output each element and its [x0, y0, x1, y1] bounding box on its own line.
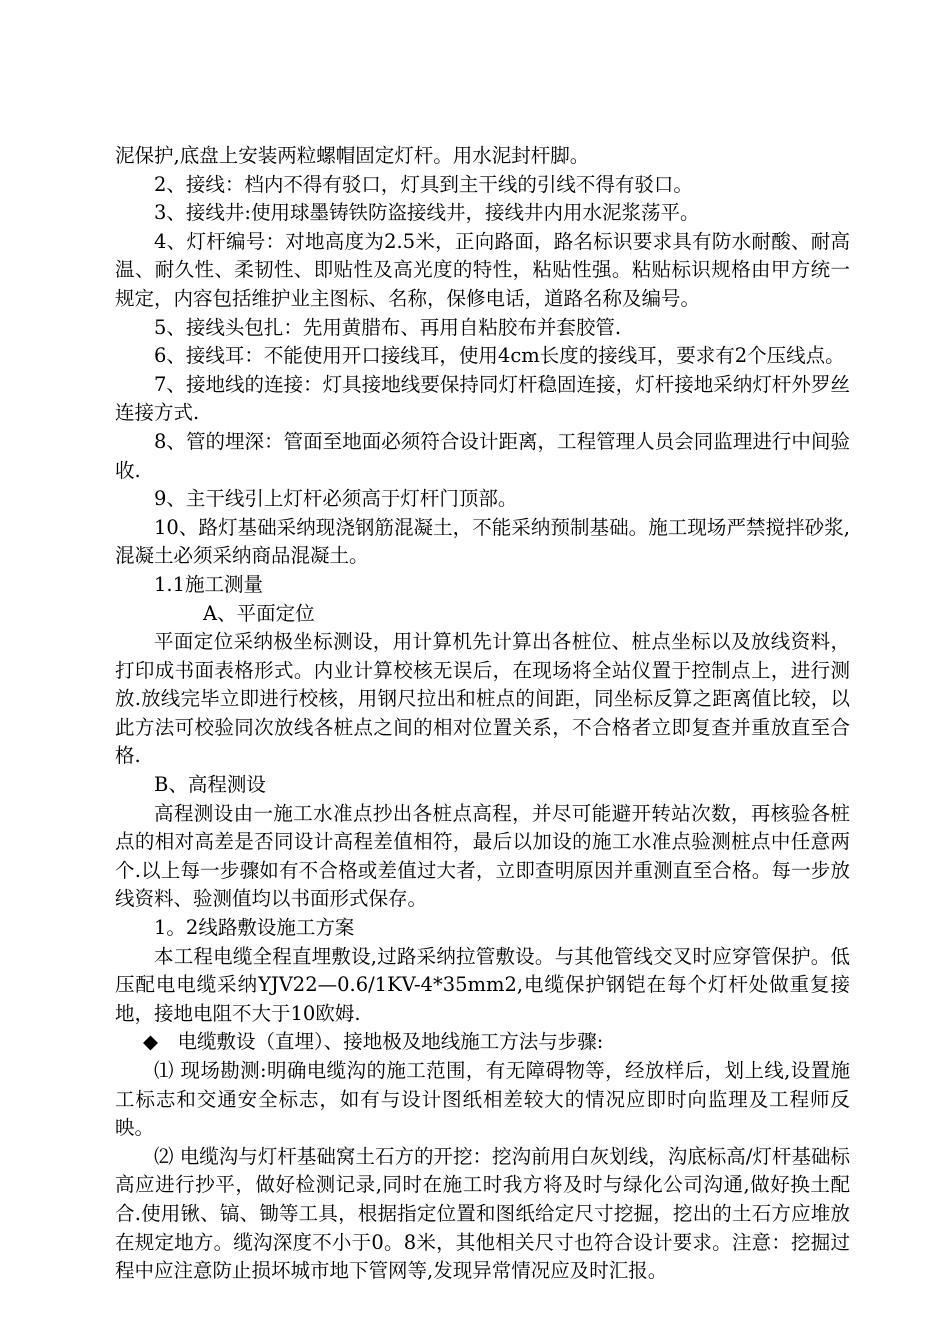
item-5-joint-wrapping: 5、接线头包扎：先用黄腊布、再用自粘胶布并套胶管.	[154, 315, 622, 339]
item-4-pole-numbering: 4、灯杆编号：对地高度为2.5米，正向路面，路名标识要求具有防水耐酸、耐高温、耐久性、柔韧性、即贴性及高光度的特性，粘贴性强。粘贴标识规格由甲方统一规定，内容包括维护业主图标、名称，保修电话，道路名称及编号。	[115, 229, 850, 310]
step-2-excavation: ⑵ 电缆沟与灯杆基础窝土石方的开挖：挖沟前用白灰划线，沟底标高/灯杆基础标高应进行抄平，做好检测记录,同时在施工时我方将及时与绿化公司沟通,做好换土配合.使用锹、镐、锄等工具，根据指定位置和图纸给定尺寸挖掘，挖出的土石方应堆放在规定地方。缆沟深度不小于0。8米，其他相关尺寸也符合设计要求。注意：挖掘过程中应注意防止损坏城市地下管网等,发现异常情况应及时汇报。	[115, 1144, 850, 1283]
section-heading-1-1: 1.1施工测量	[154, 572, 264, 596]
bullet-heading: ◆ 电缆敷设（直埋）、接地极及地线施工方法与步骤:	[143, 1030, 604, 1054]
subheading-b: B、高程测设	[154, 773, 266, 797]
paragraph-continuation: 泥保护,底盘上安装两粒螺帽固定灯杆。用水泥封杆脚。	[115, 144, 590, 167]
item-8-pipe-depth: 8、管的埋深：管面至地面必须符合设计距离，工程管理人员会同监理进行中间验收.	[115, 429, 850, 482]
paragraph-plane-positioning: 平面定位采纳极坐标测设，用计算机先计算出各桩位、桩点坐标以及放线资料，打印成书面表格形式。内业计算校核无误后，在现场将全站仪置于控制点上，进行测放.放线完毕立即进行校核，用钢尺拉出和桩点的间距，同坐标反算之距离值比较，以此方法可校验同次放线各桩点之间的相对位置关系，不合格者立即复查并重放直至合格.	[115, 630, 850, 768]
item-9-trunk-line: 9、主干线引上灯杆必须高于灯杆门顶部。	[154, 487, 518, 511]
item-3-junction-well: 3、接线井:使用球墨铸铁防盗接线井，接线井内用水泥浆荡平。	[154, 201, 700, 225]
item-2-wiring: 2、接线：档内不得有驳口，灯具到主干线的引线不得有驳口。	[154, 172, 693, 196]
section-heading-1-2: 1。2线路敷设施工方案	[154, 916, 355, 940]
subheading-a: A、平面定位	[203, 601, 315, 625]
step-1-survey: ⑴ 现场勘测:明确电缆沟的施工范围，有无障碍物等，经放样后，划上线,设置施工标志和交通安全标志，如有与设计图纸相差较大的情况应即时向监理及工程师反映。	[115, 1059, 850, 1140]
item-7-ground-wire: 7、接地线的连接：灯具接地线要保持同灯杆稳固连接，灯杆接地采纳灯杆外罗丝连接方式.	[115, 372, 850, 425]
paragraph-cable-laying: 本工程电缆全程直埋敷设,过路采纳拉管敷设。与其他管线交叉时应穿管保护。低压配电电缆采纳YJV22—0.6/1KV-4*35mm2,电缆保护钢铠在每个灯杆处做重复接地，接地电阻不大于10欧姆.	[115, 944, 850, 1025]
document-page	[115, 142, 850, 1286]
paragraph-elevation: 高程测设由一施工水准点抄出各桩点高程，并尽可能避开转站次数，再核验各桩点的相对高差是否同设计高程差值相符，最后以加设的施工水准点验测桩点中任意两个.以上每一步骤如有不合格或差值过大者，立即查明原因并重测直至合格。每一步放线资料、验测值均以书面形式保存。	[115, 801, 850, 911]
item-6-terminal-lug: 6、接线耳：不能使用开口接线耳，使用4cm长度的接线耳，要求有2个压线点。	[154, 344, 845, 368]
item-10-foundation: 10、路灯基础采纳现浇钢筋混凝土，不能采纳预制基础。施工现场严禁搅拌砂浆,混凝土必须采纳商品混凝土。	[115, 515, 850, 568]
